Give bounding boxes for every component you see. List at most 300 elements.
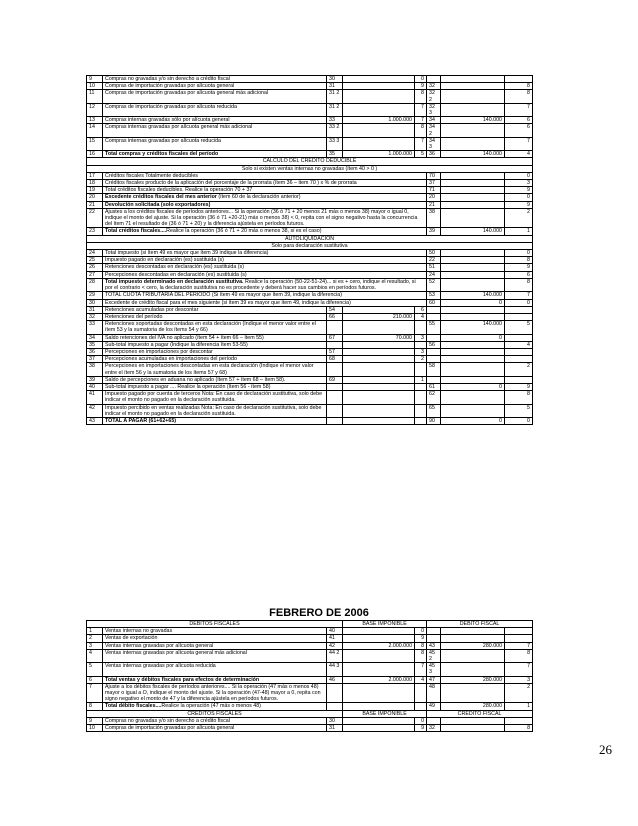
check-digit: 6 [505,117,533,124]
check-digit: 8 [505,391,533,404]
base-value [343,348,415,355]
table-row [87,717,533,724]
row-number: 32 [87,313,103,320]
tax-value: 0 [441,417,505,424]
auto-subheader-text: Solo para declaración sustitutiva [87,242,533,249]
code-cell: 31 2 [327,90,343,103]
debito-label: DEBITO FISCAL [427,621,533,628]
check-digit: 6 [415,306,427,313]
table-row [87,257,533,264]
row-description: Saldo retenciones del IVA no aplicado (ítem 54 + ítem 66 – ítem 55) [103,334,327,341]
check-digit: 7 [505,663,533,676]
tax-value: 140.000 [441,117,505,124]
row-number: 6 [87,676,103,683]
base-value: 70.000 [343,334,415,341]
code-cell: 41 [327,635,343,642]
row-number: 16 [87,151,103,158]
check-digit: 4 [505,341,533,348]
row-number: 9 [87,76,103,83]
code-cell: 31 2 [327,103,343,116]
tax-value [441,635,505,642]
check-digit: 0 [415,717,427,724]
table-row [87,201,533,208]
base-value [343,83,415,90]
tax-value [441,250,505,257]
base-value [343,404,415,417]
row-description: Ajuste a los débitos fiscales de períodos anteriores.... Si la operación (47 más o menos 48) mayor o igual a O, indique el monto del ajuste. Si la operación (47-48) mayor a 0, repita con signo negativo el monto de 47 y la diferencia ajústela en períodos futuros. [103,683,327,703]
table-row [87,676,533,683]
code-cell: 32 3 [427,103,441,116]
code-cell: 60 [427,299,441,306]
table-row [87,404,533,417]
tax-value [441,278,505,291]
row-number: 30 [87,299,103,306]
check-digit: 7 [505,137,533,150]
row-number: 31 [87,306,103,313]
code-cell: 42 [327,642,343,649]
check-digit: 8 [415,649,427,662]
row-description: Créditos fiscales Totalmente deducibles [103,172,427,179]
table-row [87,292,533,299]
row-description: Compras internas gravadas por alícuota reducida [103,137,327,150]
row-description: Compras de importación gravadas por alícuota general más adicional [103,90,327,103]
base-value: 2.000.000 [343,676,415,683]
check-digit [505,313,533,320]
auto-header-text: AUTOLIQUIDACION [87,235,533,242]
row-number: 13 [87,117,103,124]
row-description: Retenciones soportadas descontadas en esta declaración (Indique el menor valor entre el ítem 53 y la sumatoria de los ítems 54 y 66) [103,321,327,334]
check-digit: 8 [505,90,533,103]
row-number: 28 [87,278,103,291]
credit-subheader [87,165,533,172]
tax-value [441,124,505,137]
check-digit [505,334,533,341]
check-digit: 6 [505,124,533,137]
code-cell: 32 [427,83,441,90]
base-value [343,363,415,376]
row-number: 18 [87,180,103,187]
check-digit [415,363,427,376]
credit-header-text: CALCULO DEL CREDITO DEDUCIBLE [87,158,533,165]
tax-value [441,187,505,194]
code-cell: 30 [327,717,343,724]
base-value: 2.000.000 [343,642,415,649]
check-digit: 3 [505,676,533,683]
base-value: 1.000.000 [343,117,415,124]
row-description: Saldo de percepciones en aduana no aplicado (ítem 57 + ítem 68 – ítem 58). [103,376,327,383]
row-description: TOTAL A PAGAR (61+62+65) [103,417,327,424]
table-row [87,376,533,383]
base-value [343,663,415,676]
code-cell: 31 [327,725,343,732]
row-description: Retenciones descontadas en declaración (es) sustituida (s) [103,264,427,271]
base-value [343,628,415,635]
code-cell: 90 [427,417,441,424]
row-number: 15 [87,137,103,150]
check-digit: 2 [505,208,533,228]
check-digit: 9 [505,187,533,194]
check-digit [415,404,427,417]
table-row [87,334,533,341]
code-cell [327,417,343,424]
row-number: 21 [87,201,103,208]
creditos-label: CREDITOS FISCALES [87,710,343,717]
code-cell [327,363,343,376]
code-cell: 65 [427,404,441,417]
check-digit: 2 [505,683,533,703]
check-digit: 1 [415,376,427,383]
row-number: 12 [87,103,103,116]
code-cell: 34 2 [427,124,441,137]
code-cell: 51 [427,264,441,271]
row-number: 25 [87,257,103,264]
row-number: 37 [87,356,103,363]
check-digit: 0 [505,299,533,306]
code-cell: 50 [427,250,441,257]
check-digit: 7 [415,103,427,116]
row-number: 27 [87,271,103,278]
base-value [343,635,415,642]
table-row [87,299,533,306]
code-cell: 44 3 [327,663,343,676]
code-cell: 45 3 [427,663,441,676]
row-number: 20 [87,194,103,201]
table-row [87,151,533,158]
tax-value [441,348,505,355]
tax-value [441,363,505,376]
tax-value [441,683,505,703]
code-cell: 33 2 [327,124,343,137]
creditos-header [87,710,533,717]
code-cell: 21 [427,201,441,208]
code-cell: 56 [427,341,441,348]
row-description: Excedente de crédito fiscal para el mes siguiente (si ítem 39 es mayor que ítem 49, indique la diferencia) [103,299,427,306]
check-digit: 0 [505,250,533,257]
row-number: 34 [87,334,103,341]
table-row [87,321,533,334]
table-row [87,208,533,228]
row-description: Total compras y créditos fiscales del período [103,151,327,158]
row-description: Percepciones descontadas en declaración (es) sustituida (s) [103,271,427,278]
code-cell [327,404,343,417]
row-description: Compras de importación gravadas por alícuota general [103,83,327,90]
tax-value [441,341,505,348]
row-number: 5 [87,663,103,676]
table-row [87,635,533,642]
table-row [87,391,533,404]
code-cell: 33 [327,117,343,124]
check-digit: 2 [415,356,427,363]
check-digit: 0 [505,417,533,424]
code-cell [427,376,441,383]
tax-value [441,264,505,271]
check-digit [415,683,427,703]
tax-value [441,404,505,417]
row-description: Impuesto percibido en ventas realizadas Nota: En caso de declaración sustitutiva, solo debe indicar el monto no pagado en la declaración sustituida. [103,404,327,417]
check-digit: 0 [505,172,533,179]
row-description: Compras de importación gravadas por alícuota reducida [103,103,327,116]
check-digit: 9 [505,201,533,208]
check-digit [415,417,427,424]
table-row [87,228,533,235]
base-value: 210.000 [343,313,415,320]
code-cell: 69 [327,376,343,383]
row-description: Total impuesto (si ítem 49 es mayor que ítem 39 indique la diferencia) [103,250,427,257]
table-row [87,642,533,649]
tax-value: 140.000 [441,292,505,299]
code-cell: 31 [327,83,343,90]
row-description: Retenciones del período [103,313,327,320]
code-cell: 49 [427,703,441,710]
tax-value [441,313,505,320]
row-description: Compras internas gravadas por alícuota general más adicional [103,124,327,137]
code-cell: 36 [427,151,441,158]
code-cell: 53 [427,292,441,299]
row-number: 10 [87,725,103,732]
code-cell: 38 [427,208,441,228]
code-cell: 71 [427,187,441,194]
row-description: Compras de importación gravadas por alícuota general [103,725,327,732]
code-cell: 46 [327,676,343,683]
row-number: 38 [87,363,103,376]
table-row [87,649,533,662]
row-description: Ajustes a los créditos fiscales de períodos anteriores... Si la operación (36 ó 71 + 20 menos 21 más o menos 38) mayor o igual 0, indique el monto del ajuste. Si la operación (36 ó 71 +20-21) más o menos 38) < 0, repita con el signo negativo hasta la concurrencia del ítem 71 el resultado de (36 ó 71 + 20) y la diferencia ajústela en períodos futuros. [103,208,427,228]
base-value [343,717,415,724]
check-digit: 4 [415,313,427,320]
code-cell: 68 [327,356,343,363]
tax-value: 140.000 [441,321,505,334]
row-number: 17 [87,172,103,179]
check-digit: 7 [415,117,427,124]
check-digit: 3 [415,348,427,355]
check-digit: 5 [505,321,533,334]
tax-value: 280.000 [441,642,505,649]
row-number: 24 [87,250,103,257]
code-cell: 44 2 [327,649,343,662]
tax-value [441,90,505,103]
tax-value [441,391,505,404]
check-digit: 7 [505,103,533,116]
row-description: Total impuesto determinado en declaración sustitutiva. Realice la operación (50-22-51-24)... si es + cero, indique el resultado, si por el contrario < cero, la declaración sustitutiva no es procedente y deberá hacer sus cambios en períodos futuros. [103,278,427,291]
row-description: Total créditos fiscales....Realice la operación (36 ó 71 + 20 más o menos 38, si es el caso) [103,228,427,235]
check-digit [415,341,427,348]
code-cell: 40 [327,628,343,635]
tax-value: 0 [441,334,505,341]
row-number: 42 [87,404,103,417]
check-digit: 9 [505,264,533,271]
tax-value [441,137,505,150]
base-label: BASE IMPONIBLE [343,710,427,717]
table-row [87,278,533,291]
row-number: 40 [87,383,103,390]
table-row [87,306,533,313]
row-description: Percepciones en importaciones descontadas en esta declaración (Indique el menor valor entre el ítem 56 y la sumatoria de los ítems 57 y 68) [103,363,327,376]
check-digit: 9 [415,83,427,90]
row-number: 3 [87,642,103,649]
table-row [87,117,533,124]
row-number: 19 [87,187,103,194]
credito-label: CREDITO FISCAL [427,710,533,717]
check-digit: 0 [415,628,427,635]
base-value [343,90,415,103]
check-digit: 8 [415,90,427,103]
code-cell: 70 [427,172,441,179]
table-row [87,103,533,116]
code-cell: 37 [427,180,441,187]
tax-value [441,201,505,208]
code-cell [327,391,343,404]
base-value [343,306,415,313]
check-digit: 8 [415,124,427,137]
row-description: Retenciones acumuladas por descontar [103,306,327,313]
tax-value [441,376,505,383]
check-digit: 5 [415,151,427,158]
auto-subheader [87,242,533,249]
base-value [343,683,415,703]
table-row [87,180,533,187]
code-cell: 35 [327,151,343,158]
tax-value [441,76,505,83]
code-cell: 43 [427,642,441,649]
row-description: Sub-total impuesto a pagar (Indique la diferencia ítem 53-55) [103,341,327,348]
code-cell: 57 [327,348,343,355]
check-digit [505,635,533,642]
tax-value [441,717,505,724]
row-description: Ventas internas no gravadas [103,628,327,635]
row-number: 41 [87,391,103,404]
table-row [87,124,533,137]
check-digit [415,703,427,710]
code-cell [427,76,441,83]
check-digit: 4 [505,151,533,158]
code-cell [327,321,343,334]
tax-form-table-1 [86,75,533,425]
row-description: Ventas de exportación [103,635,327,642]
tax-value [441,649,505,662]
code-cell: 66 [327,313,343,320]
row-number: 35 [87,341,103,348]
row-number: 22 [87,208,103,228]
code-cell [427,334,441,341]
code-cell [427,313,441,320]
table-row [87,194,533,201]
row-number: 11 [87,90,103,103]
table-row [87,172,533,179]
row-number: 36 [87,348,103,355]
check-digit [415,383,427,390]
base-value [343,391,415,404]
base-label: BASE IMPONIBLE [343,621,427,628]
check-digit [505,376,533,383]
tax-value [441,356,505,363]
debitos-label: DEBITOS FISCALES [87,621,343,628]
row-number: 39 [87,376,103,383]
check-digit: 8 [505,725,533,732]
base-value [343,356,415,363]
tax-value [441,257,505,264]
code-cell: 34 [427,117,441,124]
code-cell: 33 3 [327,137,343,150]
tax-value [441,306,505,313]
tax-value: 140.000 [441,151,505,158]
tax-value [441,83,505,90]
tax-value: 140.000 [441,228,505,235]
code-cell: 30 [327,76,343,83]
row-description: Ventas internas gravadas por alícuota general [103,642,327,649]
check-digit: 8 [415,642,427,649]
check-digit: 7 [505,642,533,649]
code-cell: 47 [427,676,441,683]
check-digit [505,306,533,313]
base-value [343,725,415,732]
check-digit: 7 [415,137,427,150]
row-description: Compras no gravadas y/o sin derecho a crédito fiscal [103,76,327,83]
row-description: Impuesto pagado por cuenta de terceros Nota: En caso de declaración sustitutiva, solo debe indicar el monto no pagado en la declaración sustituida. [103,391,327,404]
table-row [87,683,533,703]
check-digit [505,356,533,363]
row-description: Impuesto pagado en declaración (es) sustituida (s) [103,257,427,264]
tax-value [441,663,505,676]
check-digit [505,628,533,635]
base-value [343,103,415,116]
table-row [87,137,533,150]
base-value [343,321,415,334]
base-value [343,649,415,662]
check-digit: 0 [415,76,427,83]
base-value [343,137,415,150]
code-cell: 61 [427,383,441,390]
code-cell [327,683,343,703]
table-row [87,356,533,363]
check-digit: 7 [415,663,427,676]
table-row [87,264,533,271]
row-number: 8 [87,703,103,710]
check-digit: 7 [505,292,533,299]
row-description: Devolución solicitada (solo exportadores) [103,201,427,208]
tax-value: 0 [441,299,505,306]
tax-value [441,194,505,201]
table-row [87,313,533,320]
base-value [343,383,415,390]
row-description: Créditos fiscales producto de la aplicación del porcentaje de la prorrata (ítem 36 – item 70 ) x % de prorrata [103,180,427,187]
base-value [343,376,415,383]
code-cell [427,628,441,635]
code-cell: 45 2 [427,649,441,662]
code-cell: 48 [427,683,441,703]
base-value [343,341,415,348]
auto-header [87,235,533,242]
tax-value [441,271,505,278]
check-digit: 3 [415,334,427,341]
row-description: Compras no gravadas y/o sin derecho a crédito fiscal [103,717,327,724]
tax-value: 280.000 [441,703,505,710]
row-description: Sub-total impuesto a pagar .... Realice la operación (ítem 56 - ítem 58) [103,383,327,390]
code-cell: 34 3 [427,137,441,150]
code-cell [427,306,441,313]
table-row [87,417,533,424]
check-digit: 2 [505,363,533,376]
tax-value: 280.000 [441,676,505,683]
code-cell: 54 [327,306,343,313]
row-description: Total créditos fiscales deducibles. Realice la operación 70 + 37 [103,187,427,194]
row-number: 29 [87,292,103,299]
check-digit: 8 [505,83,533,90]
code-cell [427,348,441,355]
debitos-header [87,621,533,628]
row-number: 14 [87,124,103,137]
check-digit: 8 [505,257,533,264]
code-cell [327,341,343,348]
